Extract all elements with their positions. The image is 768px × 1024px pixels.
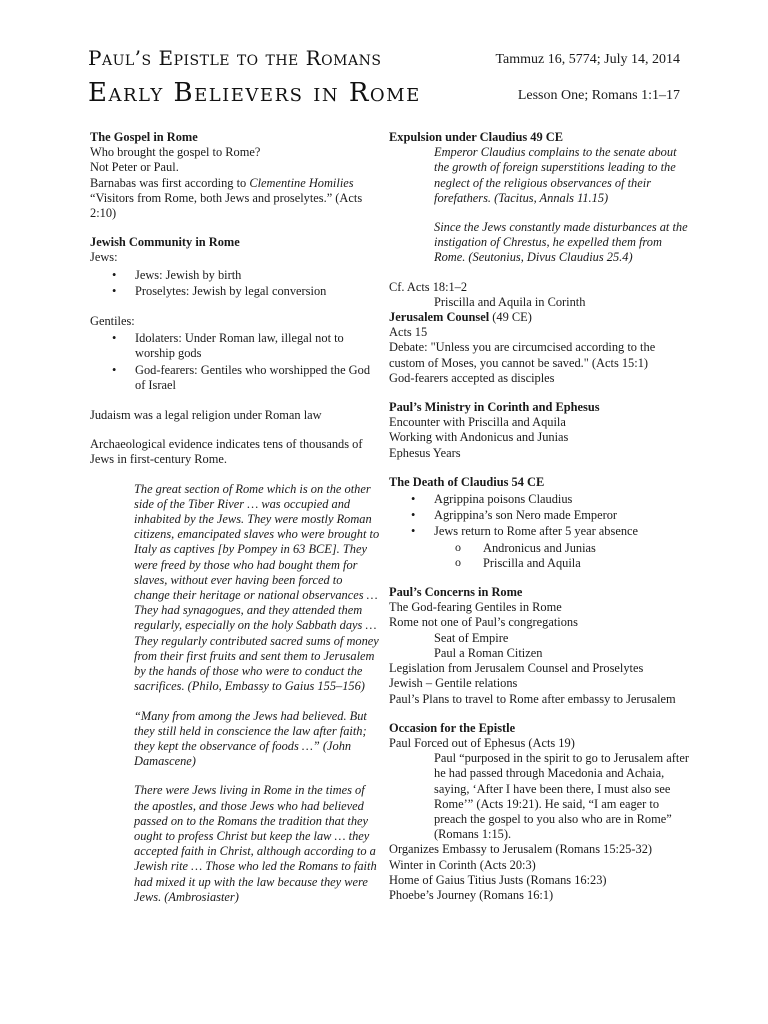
priscilla-aquila-corinth: Priscilla and Aquila in Corinth bbox=[434, 294, 586, 309]
concerns-line-4: Paul a Roman Citizen bbox=[434, 645, 543, 660]
concerns-line-5: Legislation from Jerusalem Counsel and Proselytes bbox=[389, 661, 644, 676]
series-title: Paul’s Epistle to the Romans bbox=[88, 46, 382, 70]
list-item: • Jews: Jewish by birth bbox=[90, 268, 380, 283]
ministry-line-3: Ephesus Years bbox=[389, 445, 461, 460]
occasion-line-2: Organizes Embassy to Jerusalem (Romans 15:25-32) bbox=[389, 842, 653, 857]
section-heading-jerusalem-counsel bbox=[389, 310, 689, 325]
section-heading-gospel: The Gospel in Rome bbox=[90, 130, 198, 144]
ministry-line-1: Encounter with Priscilla and Aquila bbox=[389, 415, 566, 430]
jerusalem-counsel-date: (49 CE) bbox=[489, 310, 532, 325]
concerns-line-1: The God-fearing Gentiles in Rome bbox=[389, 600, 562, 615]
occasion-line-5: Phoebe’s Journey (Romans 16:1) bbox=[389, 887, 554, 902]
returnees-sublist bbox=[389, 541, 689, 571]
section-heading-jewish-community: Jewish Community in Rome bbox=[90, 235, 240, 250]
john-damascene-quote: “Many from among the Jews had believed. But they still held in conscience the law after faith; they kept the observance of foods …” (John Damascene) bbox=[134, 708, 367, 769]
gospel-line-2: Not Peter or Paul. bbox=[90, 160, 179, 175]
occasion-line-4: Home of Gaius Titius Justs (Romans 16:23) bbox=[389, 872, 607, 887]
gospel-line-4: “Visitors from Rome, both Jews and proselytes.” (Acts 2:10) bbox=[90, 190, 363, 221]
jews-label: Jews: bbox=[90, 250, 118, 265]
section-heading-occasion: Occasion for the Epistle bbox=[389, 720, 516, 735]
ministry-line-2: Working with Andonicus and Junias bbox=[389, 430, 569, 445]
ambrosiaster-quote: There were Jews living in Rome in the times of the apostles, and those Jews who had believed passed on to the Romans the tradition that they ought to profess Christ but keep the law … they accepted faith in Christ, although according to a Jewish rite … Those who led the Romans to faith had mixed it up with the law because they were Jews. (Ambrosiaster) bbox=[134, 783, 377, 904]
list-item: • Agrippina poisons Claudius bbox=[389, 492, 689, 507]
list-item: • Idolaters: Under Roman law, illegal not to worship gods bbox=[90, 331, 380, 361]
list-item: • Jews return to Rome after 5 year absence bbox=[389, 524, 689, 539]
philo-quote: The great section of Rome which is on the other side of the Tiber River … was occupied and inhabited by the Jews. They were mostly Roman citizens, emancipated slaves who were brought to Italy as captives [by Pompey in 63 BCE]. They were freed by those who had bought them for slaves, without ever having been forced to change their heritage or national observances … They had synagogues, and they attended them regularly, especially on the holy Sabbath days … They regularly contributed sacred sums of money from their first fruits and sent them to Jerusalem by the hands of those who were to conduct the sacrifices. (Philo, Embassy to Gaius 155–156) bbox=[134, 481, 380, 694]
suetonius-quote: Since the Jews constantly made disturbances at the instigation of Chrestus, he expelled them from Rome. (Seutonius, Divus Claudius 25.4) bbox=[434, 220, 688, 265]
counsel-line-1: Acts 15 bbox=[389, 325, 428, 340]
lesson-reference: Lesson One; Romans 1:1–17 bbox=[517, 88, 680, 103]
list-item: o Andronicus and Junias bbox=[389, 541, 689, 556]
list-item: o Priscilla and Aquila bbox=[389, 556, 689, 571]
concerns-line-6: Jewish – Gentile relations bbox=[389, 676, 518, 691]
concerns-line-7: Paul’s Plans to travel to Rome after embassy to Jerusalem bbox=[389, 691, 676, 706]
left-column bbox=[90, 130, 380, 905]
archaeological-note: Archaeological evidence indicates tens of thousands of Jews in first-century Rome. bbox=[90, 437, 363, 467]
gentiles-label: Gentiles: bbox=[90, 314, 135, 329]
clementine-homilies: Clementine Homilies bbox=[249, 175, 354, 190]
counsel-line-2: Debate: "Unless you are circumcised according to the custom of Moses, you cannot be saved." (Acts 15:1) bbox=[389, 340, 656, 370]
lesson-date: Tammuz 16, 5774; July 14, 2014 bbox=[495, 52, 680, 67]
section-heading-ministry: Paul’s Ministry in Corinth and Ephesus bbox=[389, 400, 600, 415]
gospel-line-1: Who brought the gospel to Rome? bbox=[90, 145, 261, 160]
tacitus-quote: Emperor Claudius complains to the senate about the growth of foreign superstitions leading to the neglect of the religious observances of their forefathers. (Tacitus, Annals 11.15) bbox=[434, 145, 677, 205]
section-heading-concerns: Paul’s Concerns in Rome bbox=[389, 585, 523, 600]
jerusalem-counsel-title: Jerusalem Counsel bbox=[389, 310, 490, 325]
occasion-line-3: Winter in Corinth (Acts 20:3) bbox=[389, 857, 536, 872]
list-item: • Agrippina’s son Nero made Emperor bbox=[389, 508, 689, 523]
concerns-line-2: Rome not one of Paul’s congregations bbox=[389, 615, 578, 630]
section-heading-expulsion: Expulsion under Claudius 49 CE bbox=[389, 130, 564, 144]
right-column bbox=[389, 130, 689, 903]
list-item: • God-fearers: Gentiles who worshipped the God of Israel bbox=[90, 363, 380, 393]
gentiles-list bbox=[90, 331, 380, 393]
section-heading-death-of-claudius: The Death of Claudius 54 CE bbox=[389, 474, 545, 489]
occasion-quote: Paul “purposed in the spirit to go to Jerusalem after he had passed through Macedonia and Achaia, saying, ‘After I have been there, I must also see Rome’” (Acts 19:21). He said, “I am eager to preach the gospel to you also who are in Rome” (Romans 1:15). bbox=[434, 751, 689, 842]
death-list bbox=[389, 492, 689, 540]
cf-acts: Cf. Acts 18:1–2 bbox=[389, 279, 468, 294]
gospel-line-3 bbox=[90, 176, 380, 191]
counsel-line-3: God-fearers accepted as disciples bbox=[389, 370, 555, 385]
occasion-line-1: Paul Forced out of Ephesus (Acts 19) bbox=[389, 735, 575, 750]
list-item: • Proselytes: Jewish by legal conversion bbox=[90, 284, 380, 299]
jews-list bbox=[90, 268, 380, 299]
concerns-line-3: Seat of Empire bbox=[434, 630, 509, 645]
page-title: Early Believers in Rome bbox=[88, 78, 421, 108]
legal-religion-note: Judaism was a legal religion under Roman law bbox=[90, 408, 322, 423]
gospel-line-3-text: Barnabas was first according to bbox=[90, 175, 250, 190]
